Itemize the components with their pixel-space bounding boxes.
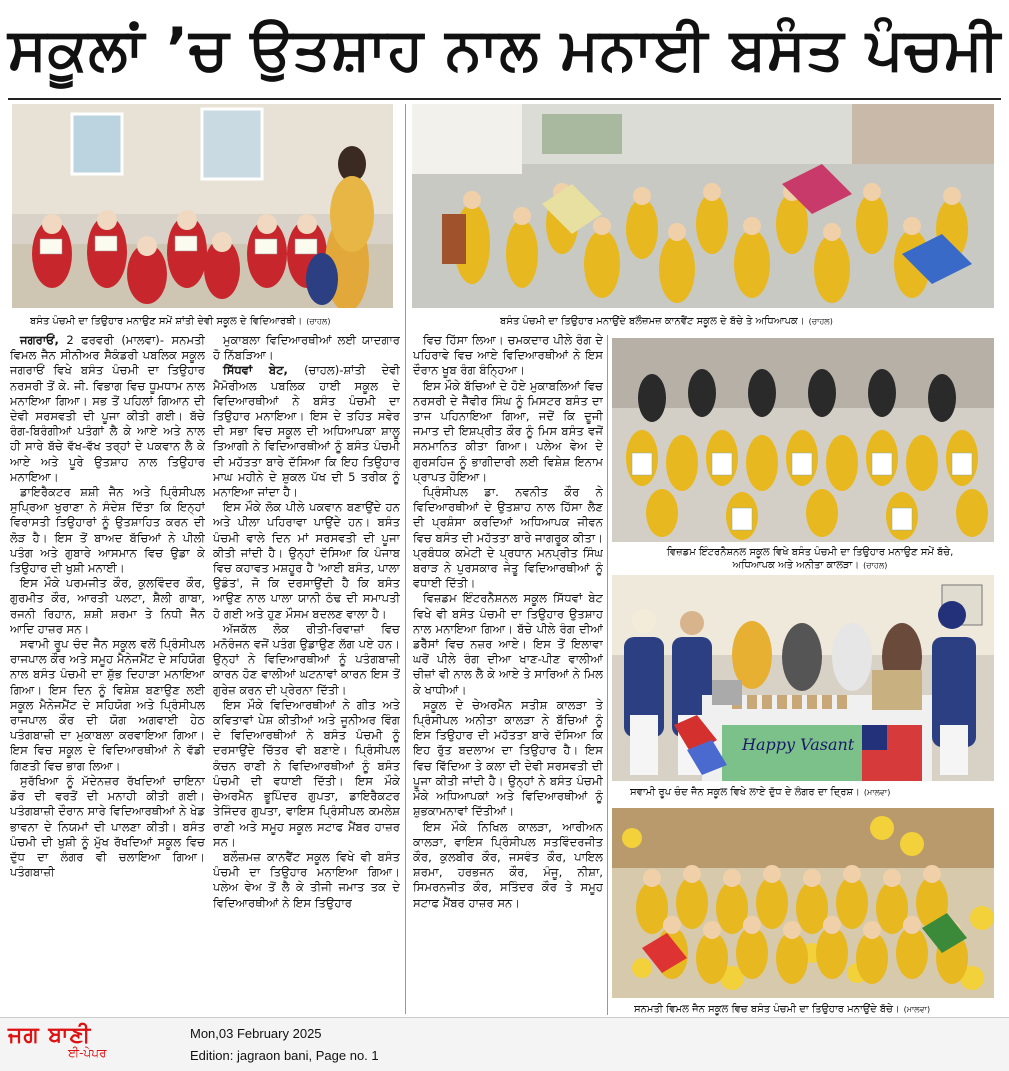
- paragraph-text: 2 ਫਰਵਰੀ (ਮਾਲਵਾ)- ਸਨਮਤੀ ਵਿਮਲ ਜੈਨ ਸੀਨੀਅਰ ਸੈਕੰਡਰੀ ਪਬਲਿਕ ਸਕੂਲ ਜਗਰਾਓਂ ਵਿਖੇ ਬਸੰਤ ਪੰਚਮੀ ਦਾ ਤਿਉਹਾਰ ਨਰਸਰੀ ਤੋਂ ਕੇ. ਜੀ. ਵਿਭਾਗ ਵਿਚ ਧੂਮਧਾਮ ਨਾਲ ਮਨਾਇਆ ਗਿਆ। ਸਭ ਤੋਂ ਪਹਿਲਾਂ ਗਿਆਨ ਦੀ ਦੇਵੀ ਸਰਸਵਤੀ ਦੀ ਪੂਜਾ ਕੀਤੀ ਗਈ। ਬੱਚੇ ਰੰਗ-ਬਿਰੰਗੀਆਂ ਪਤੰਗਾਂ ਲੈ ਕੇ ਆਏ ਅਤੇ ਨਾਲ ਹੀ ਸਾਰੇ ਬੱਚੇ ਵੱਖ-ਵੱਖ ਤਰ੍ਹਾਂ ਦੇ ਪਕਵਾਨ ਲੈ ਕੇ ਆਏ ਅਤੇ ਪੂਰੇ ਉਤਸ਼ਾਹ ਨਾਲ ਤਿਉਹਾਰ ਮਨਾਇਆ।: [10, 333, 205, 484]
- photo-swami-roop-chand: [612, 575, 994, 781]
- article-paragraph: [10, 485, 205, 576]
- caption-shanti-devi: [30, 315, 400, 328]
- photo-sanmati-image: [612, 808, 994, 998]
- caption-source: (ਚਾਹਲ): [808, 317, 833, 326]
- article-paragraph: [413, 333, 603, 379]
- photo-sanmati-vimal: [612, 808, 994, 998]
- photo-wisdom-image: [612, 338, 994, 542]
- paragraph-text: ਸਕੂਲ ਦੇ ਚੇਅਰਮੈਨ ਸਤੀਸ਼ ਕਾਲੜਾ ਤੇ ਪ੍ਰਿੰਸੀਪਲ ਅਨੀਤਾ ਕਾਲੜਾ ਨੇ ਬੱਚਿਆਂ ਨੂੰ ਇਸ ਤਿਉਹਾਰ ਦੀ ਮਹੱਤਤਾ ਬਾਰੇ ਦੱਸਿਆ ਕਿ ਇਹ ਰੁੱਤ ਬਦਲਾਅ ਦਾ ਤਿਉਹਾਰ ਹੈ। ਇਸ ਵਿਚ ਵਿੱਦਿਆ ਤੇ ਕਲਾ ਦੀ ਦੇਵੀ ਸਰਸਵਤੀ ਦੀ ਪੂਜਾ ਕੀਤੀ ਜਾਂਦੀ ਹੈ। ਉਨ੍ਹਾਂ ਨੇ ਬਸੰਤ ਪੰਚਮੀ ਮੌਕੇ ਅਧਿਆਪਕਾਂ ਅਤੇ ਵਿਦਿਆਰਥੀਆਂ ਨੂੰ ਸ਼ੁਭਕਾਮਨਾਵਾਂ ਦਿੱਤੀਆਂ।: [413, 697, 603, 819]
- article-column-2: [213, 333, 400, 1015]
- photo-shanti-devi-image: [12, 104, 393, 308]
- photo-blossoms-image: [412, 104, 994, 308]
- paragraph-text: ਇਸ ਮੌਕੇ ਵਿਦਿਆਰਥੀਆਂ ਨੇ ਗੀਤ ਅਤੇ ਕਵਿਤਾਵਾਂ ਪੇਸ਼ ਕੀਤੀਆਂ ਅਤੇ ਜੂਨੀਅਰ ਵਿੰਗ ਦੇ ਵਿਦਿਆਰਥੀਆਂ ਨੇ ਬਸੰਤ ਪੰਚਮੀ ਨੂੰ ਦਰਸਾਉਂਦੇ ਚਿੱਤਰ ਵੀ ਬਣਾਏ। ਪ੍ਰਿੰਸੀਪਲ ਕੰਚਨ ਰਾਣੀ ਨੇ ਵਿਦਿਆਰਥੀਆਂ ਨੂੰ ਬਸੰਤ ਪੰਚਮੀ ਦੀ ਵਧਾਈ ਦਿੱਤੀ। ਇਸ ਮੌਕੇ ਚੇਅਰਮੈਨ ਭੂਪਿੰਦਰ ਗੁਪਤਾ, ਡਾਇਰੈਕਟਰ ਤੇਜਿੰਦਰ ਗੁਪਤਾ, ਵਾਇਸ ਪ੍ਰਿੰਸੀਪਲ ਕਮਲੇਸ਼ ਰਾਣੀ ਅਤੇ ਸਮੂਹ ਸਕੂਲ ਸਟਾਫ ਮੈਂਬਰ ਹਾਜ਼ਰ ਸਨ।: [213, 697, 400, 849]
- article-paragraph: [213, 500, 400, 622]
- article-paragraph: [413, 485, 603, 591]
- edition-info: Edition: jagraon bani, Page no. 1: [190, 1048, 379, 1063]
- caption-text-line-1: ਵਿਜ਼ਡਮ ਇੰਟਰਨੈਸ਼ਨਲ ਸਕੂਲ ਵਿਖੇ ਬਸੰਤ ਪੰਚਮੀ ਦਾ ਤਿਉਹਾਰ ਮਨਾਉਣ ਸਮੇਂ ਬੱਚੇ,: [666, 547, 954, 558]
- caption-text: ਬਸੰਤ ਪੰਚਮੀ ਦਾ ਤਿਉਹਾਰ ਮਨਾਉਣ ਸਮੇਂ ਸ਼ਾਂਤੀ ਦੇਵੀ ਸਕੂਲ ਦੇ ਵਿਦਿਆਰਥੀ।: [30, 316, 303, 327]
- article-paragraph: [10, 637, 205, 774]
- headline-rule: [8, 98, 1001, 100]
- photo-wisdom-international: [612, 338, 994, 542]
- banner-happy-vasant: Happy Vasant: [742, 735, 855, 754]
- jagbani-logo[interactable]: [8, 1022, 158, 1061]
- column-divider: [607, 335, 608, 1015]
- paragraph-text: ਵਿਜ਼ਡਮ ਇੰਟਰਨੈਸ਼ਨਲ ਸਕੂਲ ਸਿੱਧਵਾਂ ਬੇਟ ਵਿਖੇ ਵੀ ਬਸੰਤ ਪੰਚਮੀ ਦਾ ਤਿਉਹਾਰ ਉਤਸ਼ਾਹ ਨਾਲ ਮਨਾਇਆ ਗਿਆ। ਬੱਚੇ ਪੀਲੇ ਰੰਗ ਦੀਆਂ ਡਰੈੱਸਾਂ ਵਿਚ ਨਜ਼ਰ ਆਏ। ਇਸ ਤੋਂ ਇਲਾਵਾ ਘਰੋਂ ਪੀਲੇ ਰੰਗ ਦੀਆ ਖਾਣ-ਪੀਣ ਵਾਲੀਆਂ ਚੀਜ਼ਾਂ ਵੀ ਨਾਲ ਲੈ ਕੇ ਆਏ ਤੇ ਸਾਰਿਆਂ ਨੇ ਮਿਲ ਕੇ ਖਾਧੀਆਂ।: [413, 591, 603, 697]
- caption-text: ਬਸੰਤ ਪੰਚਮੀ ਦਾ ਤਿਉਹਾਰ ਮਨਾਉਂਦੇ ਬਲੌਜ਼ਮਜ਼ ਕਾਨਵੈਂਟ ਸਕੂਲ ਦੇ ਬੱਚੇ ਤੇ ਅਧਿਆਪਕ।: [500, 316, 805, 327]
- paragraph-text: ਇਸ ਮੌਕੇ ਨਿਖਿਲ ਕਾਲੜਾ, ਆਰੀਅਨ ਕਾਲੜਾ, ਵਾਇਸ ਪ੍ਰਿੰਸੀਪਲ ਸਤਵਿੰਦਰਜੀਤ ਕੌਰ, ਕੁਲਬੀਰ ਕੌਰ, ਜਸਵੰਤ ਕੌਰ, ਪਾਇਲ ਸ਼ਰਮਾ, ਹਰਭਜਨ ਕੌਰ, ਮੰਜੂ, ਨੀਸ਼ਾ, ਸਿਮਰਨਜੀਤ ਕੌਰ, ਸਤਿੰਦਰ ਕੌਰ ਤੇ ਸਮੂਹ ਸਟਾਫ ਮੈਂਬਰ ਹਾਜ਼ਰ ਸਨ।: [413, 819, 603, 910]
- article-paragraph: [213, 333, 400, 363]
- paragraph-text: ਇਸ ਮੌਕੇ ਪਰਮਜੀਤ ਕੌਰ, ਕੁਲਵਿੰਦਰ ਕੌਰ, ਗੁਰਮੀਤ ਕੌਰ, ਆਰਤੀ ਪਲਟਾ, ਸ਼ੈਲੀ ਗਾਬਾ, ਰਜਨੀ ਰਿਹਾਨ, ਸ਼ਸ਼ੀ ਸ਼ਰਮਾ ਤੇ ਨਿਧੀ ਜੈਨ ਆਦਿ ਹਾਜ਼ਰ ਸਨ।: [10, 576, 205, 636]
- article-paragraph: [213, 622, 400, 698]
- edition-date: Mon,03 February 2025: [190, 1026, 322, 1041]
- page-headline: ਸਕੂਲਾਂ ’ਚ ਉਤਸ਼ਾਹ ਨਾਲ ਮਨਾਈ ਬਸੰਤ ਪੰਚਮੀ: [8, 14, 1001, 83]
- caption-source: (ਮਾਲਵਾ): [863, 788, 891, 797]
- paragraph-text: ਬਲੌਜ਼ਮਜ਼ ਕਾਨਵੈਂਟ ਸਕੂਲ ਵਿਖੇ ਵੀ ਬਸੰਤ ਪੰਚਮੀ ਦਾ ਤਿਉਹਾਰ ਮਨਾਇਆ ਗਿਆ। ਪਲੇਅ ਵੇਅ ਤੋਂ ਲੈ ਕੇ ਤੀਜੀ ਜਮਾਤ ਤਕ ਦੇ ਵਿਦਿਆਰਥੀਆਂ ਨੇ ਇਸ ਤਿਉਹਾਰ: [213, 849, 400, 910]
- article-paragraph: [413, 379, 603, 485]
- article-column-1: [10, 333, 205, 1015]
- article-paragraph: [10, 333, 205, 485]
- caption-sanmati: [634, 1003, 1004, 1016]
- article-paragraph: [10, 576, 205, 637]
- dateline: ਸਿੱਧਵਾਂ ਬੇਟ,: [223, 363, 288, 378]
- article-paragraph: [10, 774, 205, 880]
- caption-text: ਸਨਮਤੀ ਵਿਮਲ ਜੈਨ ਸਕੂਲ ਵਿਚ ਬਸੰਤ ਪੰਚਮੀ ਦਾ ਤਿਉਹਾਰ ਮਨਾਉਂਦੇ ਬੱਚੇ।: [634, 1004, 900, 1015]
- column-divider: [405, 104, 406, 1014]
- paragraph-text: ਇਸ ਮੌਕੇ ਲੋਕ ਪੀਲੇ ਪਕਵਾਨ ਬਣਾਉਂਦੇ ਹਨ ਅਤੇ ਪੀਲਾ ਪਹਿਰਾਵਾ ਪਾਉਂਦੇ ਹਨ। ਬਸੰਤ ਪੰਚਮੀ ਵਾਲੇ ਦਿਨ ਮਾਂ ਸਰਸਵਤੀ ਦੀ ਪੂਜਾ ਕੀਤੀ ਜਾਂਦੀ ਹੈ। ਉਨ੍ਹਾਂ ਦੱਸਿਆ ਕਿ ਪੰਜਾਬ ਵਿਚ ਕਹਾਵਤ ਮਸ਼ਹੂਰ ਹੈ 'ਆਈ ਬਸੰਤ, ਪਾਲਾ ਉਡੰਤ', ਜੋ ਕਿ ਦਰਸਾਉਂਦੀ ਹੈ ਕਿ ਬਸੰਤ ਆਉਣ ਨਾਲ ਪਾਲਾ ਯਾਨੀ ਠੰਢ ਦੀ ਸਮਾਪਤੀ ਹੋ ਗਈ ਅਤੇ ਹੁਣ ਮੌਸਮ ਬਦਲਣ ਵਾਲਾ ਹੈ।: [213, 500, 400, 621]
- paragraph-text: ਡਾਇਰੈਕਟਰ ਸ਼ਸ਼ੀ ਜੈਨ ਅਤੇ ਪ੍ਰਿੰਸੀਪਲ ਸੁਪ੍ਰਿਆ ਖੁਰਾਣਾ ਨੇ ਸੰਦੇਸ਼ ਦਿੱਤਾ ਕਿ ਇਨ੍ਹਾਂ ਵਿਰਾਸਤੀ ਤਿਉਹਾਰਾਂ ਨੂੰ ਉਤਸ਼ਾਹਿਤ ਕਰਨ ਦੀ ਲੋੜ ਹੈ। ਇਸ ਤੋਂ ਬਾਅਦ ਬੱਚਿਆਂ ਨੇ ਪੀਲੀ ਪਤੰਗ ਅਤੇ ਗੁਬਾਰੇ ਆਸਮਾਨ ਵਿਚ ਉਡਾ ਕੇ ਤਿਉਹਾਰ ਦੀ ਖੁਸ਼ੀ ਮਨਾਈ।: [10, 485, 205, 576]
- article-column-3: [413, 333, 603, 1015]
- caption-source: (ਚਾਹਲ): [306, 317, 331, 326]
- article-paragraph: [213, 850, 400, 911]
- caption-source: (ਚਾਹਲ): [863, 561, 888, 570]
- caption-text-line-2: ਅਧਿਆਪਕ ਅਤੇ ਅਨੀਤਾ ਕਾਲੜਾ।: [732, 560, 860, 571]
- photo-shanti-devi-school: [12, 104, 393, 308]
- paragraph-text: ਪ੍ਰਿੰਸੀਪਲ ਡਾ. ਨਵਨੀਤ ਕੌਰ ਨੇ ਵਿਦਿਆਰਥੀਆਂ ਦੇ ਉਤਸ਼ਾਹ ਨਾਲ ਹਿੱਸਾ ਲੈਣ ਦੀ ਪ੍ਰਸ਼ੰਸਾ ਕਰਦਿਆਂ ਅਧਿਆਪਕ ਜੀਵਨ ਵਿਚ ਬਸੰਤ ਦੀ ਮਹੱਤਤਾ ਬਾਰੇ ਜਾਗਰੂਕ ਕੀਤਾ। ਪ੍ਰਬੰਧਕ ਕਮੇਟੀ ਦੇ ਪ੍ਰਧਾਨ ਮਨਪ੍ਰੀਤ ਸਿੰਘ ਬਰਾੜ ਨੇ ਪੁਰਸਕਾਰ ਜੇਤੂ ਵਿਦਿਆਰਥੀਆਂ ਨੂੰ ਵਧਾਈ ਦਿੱਤੀ।: [413, 485, 603, 591]
- dateline: ਜਗਰਾਓਂ,: [20, 333, 59, 347]
- paragraph-text: ਸੁਰੱਖਿਆ ਨੂੰ ਮੱਦੇਨਜ਼ਰ ਰੱਖਦਿਆਂ ਚਾਇਨਾ ਡੋਰ ਦੀ ਵਰਤੋਂ ਦੀ ਮਨਾਹੀ ਕੀਤੀ ਗਈ। ਪਤੰਗਬਾਜ਼ੀ ਦੌਰਾਨ ਸਾਰੇ ਵਿਦਿਆਰਥੀਆਂ ਨੇ ਖੇਡ ਭਾਵਨਾ ਦੇ ਨਿਯਮਾਂ ਦੀ ਪਾਲਣਾ ਕੀਤੀ। ਬਸੰਤ ਪੰਚਮੀ ਦੀ ਖੁਸ਼ੀ ਨੂੰ ਮੁੱਖ ਰੱਖਦਿਆਂ ਸਕੂਲ ਵਿਚ ਦੁੱਧ ਦਾ ਲੰਗਰ ਵੀ ਚਲਾਇਆ ਗਿਆ। ਪਤੰਗਬਾਜ਼ੀ: [10, 773, 205, 880]
- paragraph-text: ਅੱਜਕੱਲ ਲੋਕ ਰੀਤੀ-ਰਿਵਾਜ਼ਾਂ ਵਿਚ ਮਨੋਰੰਜਨ ਵਜੋਂ ਪਤੰਗ ਉਡਾਉਣ ਲੱਗ ਪਏ ਹਨ। ਉਨ੍ਹਾਂ ਨੇ ਵਿਦਿਆਰਥੀਆਂ ਨੂੰ ਪਤੰਗਬਾਜ਼ੀ ਕਾਰਨ ਹੋਣ ਵਾਲੀਆਂ ਘਟਨਾਵਾਂ ਕਾਰਨ ਇਸ ਤੋਂ ਗੁਰੇਜ਼ ਕਰਨ ਦੀ ਪ੍ਰੇਰਨਾ ਦਿੱਤੀ।: [213, 621, 400, 697]
- paragraph-text: ਮੁਕਾਬਲਾ ਵਿਦਿਆਰਥੀਆਂ ਲਈ ਯਾਦਗਾਰ ਹੋ ਨਿੱਬੜਿਆ।: [213, 333, 400, 363]
- paragraph-text: (ਚਾਹਲ)-ਸ਼ਾਂਤੀ ਦੇਵੀ ਮੈਮੋਰੀਅਲ ਪਬਲਿਕ ਹਾਈ ਸਕੂਲ ਦੇ ਵਿਦਿਆਰਥੀਆਂ ਨੇ ਬਸੰਤ ਪੰਚਮੀ ਦਾ ਤਿਉਹਾਰ ਮਨਾਇਆ। ਇਸ ਦੇ ਤਹਿਤ ਸਵੇਰ ਦੀ ਸਭਾ ਵਿਚ ਸਕੂਲ ਦੀ ਅਧਿਆਪਕਾ ਸ਼ਾਲੂ ਤਿਆਗੀ ਨੇ ਵਿਦਿਆਰਥੀਆਂ ਨੂੰ ਬਸੰਤ ਪੰਚਮੀ ਦੀ ਮਹੱਤਤਾ ਬਾਰੇ ਦੱਸਿਆ ਕਿ ਇਹ ਤਿਉਹਾਰ ਮਾਘ ਮਹੀਨੇ ਦੇ ਸ਼ੁਕਲ ਪੱਖ ਦੀ 5 ਤਰੀਕ ਨੂੰ ਮਨਾਇਆ ਜਾਂਦਾ ਹੈ।: [213, 363, 400, 500]
- paragraph-text: ਇਸ ਮੌਕੇ ਬੱਚਿਆਂ ਦੇ ਹੋਏ ਮੁਕਾਬਲਿਆਂ ਵਿਚ ਨਰਸਰੀ ਦੇ ਜੈਵੀਰ ਸਿੰਘ ਨੂੰ ਮਿਸਟਰ ਬਸੰਤ ਦਾ ਤਾਜ ਪਹਿਨਾਇਆ ਗਿਆ, ਜਦੋਂ ਕਿ ਦੂਜੀ ਜਮਾਤ ਦੀ ਇਸ਼ਪ੍ਰੀਤ ਕੌਰ ਨੂੰ ਮਿਸ ਬਸੰਤ ਵਜੋਂ ਸਨਮਾਨਿਤ ਕੀਤਾ ਗਿਆ। ਪਲੇਅ ਵੇਅ ਦੇ ਗੁਰਸਹਿਜ ਨੂੰ ਭਾਗੀਦਾਰੀ ਲਈ ਵਿਸ਼ੇਸ਼ ਇਨਾਮ ਪ੍ਰਾਪਤ ਹੋਇਆ।: [413, 378, 603, 484]
- caption-swami: [630, 786, 1000, 799]
- logo-main-text: ਜਗ ਬਾਣੀ: [8, 1022, 92, 1048]
- article-paragraph: [413, 820, 603, 911]
- article-paragraph: [213, 698, 400, 850]
- caption-blossoms: [500, 315, 990, 328]
- logo-sub-text: ਈ-ਪੇਪਰ: [68, 1046, 107, 1060]
- paragraph-text: ਵਿਚ ਹਿੱਸਾ ਲਿਆ। ਚਮਕਦਾਰ ਪੀਲੇ ਰੰਗ ਦੇ ਪਹਿਰਾਵੇ ਵਿਚ ਆਏ ਵਿਦਿਆਰਥੀਆਂ ਨੇ ਇਸ ਦੌਰਾਨ ਖੂਬ ਰੰਗ ਬੰਨ੍ਹਿਆ।: [413, 333, 603, 378]
- caption-wisdom: [620, 546, 1000, 572]
- caption-text: ਸਵਾਮੀ ਰੂਪ ਚੰਦ ਜੈਨ ਸਕੂਲ ਵਿਖੇ ਲਾਏ ਦੁੱਧ ਦੇ ਲੰਗਰ ਦਾ ਦ੍ਰਿਸ਼।: [630, 787, 860, 798]
- paragraph-text: ਸਵਾਮੀ ਰੂਪ ਚੰਦ ਜੈਨ ਸਕੂਲ ਵਲੋਂ ਪ੍ਰਿੰਸੀਪਲ ਰਾਜਪਾਲ ਕੌਰ ਅਤੇ ਸਮੂਹ ਮੈਨੇਜਮੈਂਟ ਦੇ ਸਹਿਯੋਗ ਨਾਲ ਬਸੰਤ ਪੰਚਮੀ ਦਾ ਸ਼ੁੱਭ ਦਿਹਾੜਾ ਮਨਾਇਆ ਗਿਆ। ਇਸ ਦਿਨ ਨੂੰ ਵਿਸ਼ੇਸ਼ ਬਣਾਉਣ ਲਈ ਸਕੂਲ ਮੈਨੇਜਮੈਂਟ ਦੇ ਸਹਿਯੋਗ ਅਤੇ ਪ੍ਰਿੰਸੀਪਲ ਰਾਜਪਾਲ ਕੌਰ ਦੀ ਯੋਗ ਅਗਵਾਈ ਹੇਠ ਪਤੰਗਬਾਜ਼ੀ ਦਾ ਮੁਕਾਬਲਾ ਕਰਵਾਇਆ ਗਿਆ। ਇਸ ਵਿਚ ਸਕੂਲ ਦੇ ਵਿਦਿਆਰਥੀਆਂ ਨੇ ਵੱਡੀ ਗਿਣਤੀ ਵਿਚ ਭਾਗ ਲਿਆ।: [10, 637, 205, 773]
- article-paragraph: [413, 591, 603, 697]
- caption-source: (ਮਾਲਵਾ): [903, 1005, 931, 1014]
- photo-blossoms-convent: [412, 104, 994, 308]
- page-footer: [0, 1017, 1009, 1071]
- article-paragraph: [413, 698, 603, 820]
- article-paragraph: [213, 363, 400, 500]
